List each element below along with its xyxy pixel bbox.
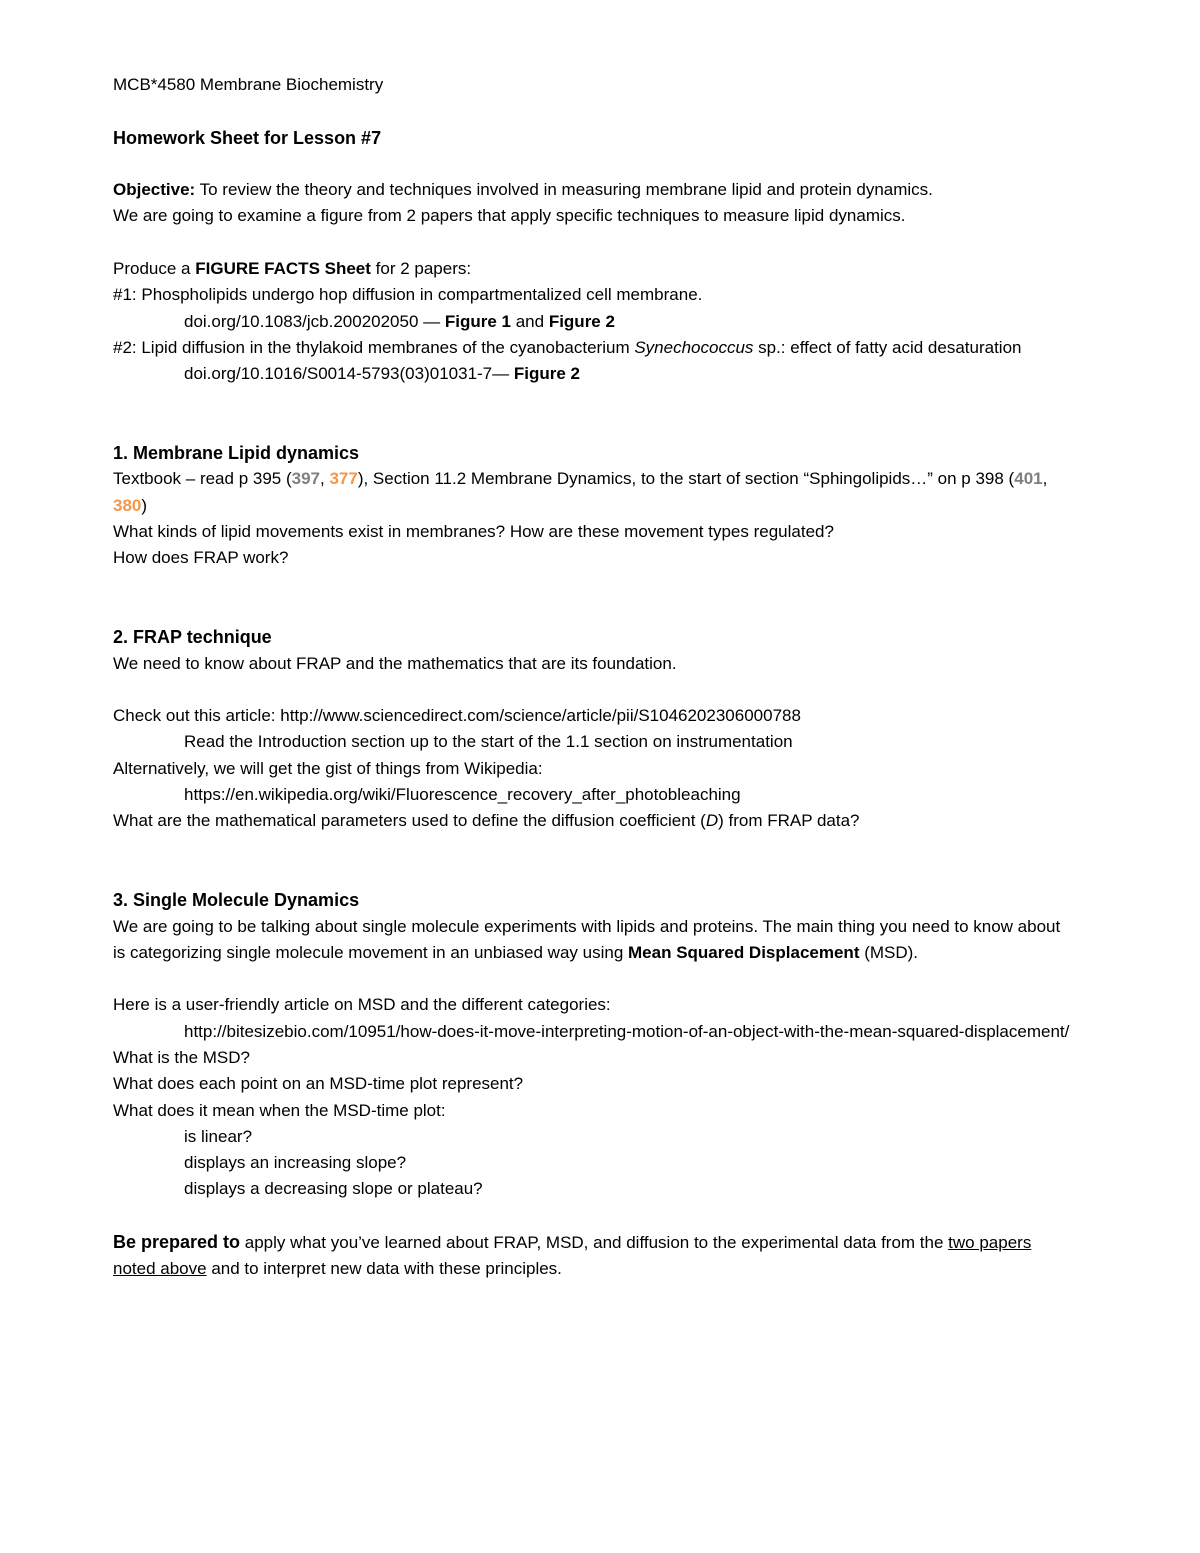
section-2-alternative: Alternatively, we will get the gist of things from Wikipedia: — [113, 758, 543, 778]
objective-line-2: We are going to examine a figure from 2 papers that apply specific techniques to measure lipid dynamics. — [113, 206, 906, 226]
page-ref-gray: 401 — [1014, 469, 1043, 489]
msd-term: Mean Squared Displacement — [628, 942, 860, 962]
objective-label: Objective: — [113, 180, 196, 200]
section-2-intro: We need to know about FRAP and the mathematics that are its foundation. — [113, 653, 677, 673]
section-1-question-2: How does FRAP work? — [113, 548, 289, 568]
section-3-question-2: What does each point on an MSD-time plot represent? — [113, 1074, 524, 1094]
section-1-reading: Textbook – read p 395 (397, 377), Section 11.2 Membrane Dynamics, to the start of section “Sphingolipids…” on p 398 (401, 380) — [113, 469, 1048, 515]
section-1-question-1: What kinds of lipid movements exist in membranes? How are these movement types regulated? — [113, 522, 834, 542]
page-ref-orange: 377 — [329, 469, 358, 489]
paper-1-doi: doi.org/10.1083/jcb.200202050 — Figure 1 and Figure 2 — [184, 311, 615, 331]
produce-line: Produce a FIGURE FACTS Sheet for 2 papers: — [113, 259, 472, 279]
section-1-heading: 1. Membrane Lipid dynamics — [113, 443, 360, 464]
section-3-intro: We are going to be talking about single molecule experiments with lipids and proteins. The main thing you need to know about is categorizing single molecule movement in an unbiased way using Mean Squared Displacement (MSD). — [113, 916, 1061, 962]
section-3-subquestion-3: displays a decreasing slope or plateau? — [184, 1179, 483, 1199]
figure-facts-label: FIGURE FACTS Sheet — [195, 259, 371, 279]
species-name: Synechococcus — [634, 337, 754, 357]
section-3-subquestion-2: displays an increasing slope? — [184, 1153, 407, 1173]
page-ref-orange: 380 — [113, 495, 142, 515]
section-2-article-link[interactable]: Check out this article: http://www.sciencedirect.com/science/article/pii/S1046202306000788 — [113, 706, 801, 726]
section-2-heading: 2. FRAP technique — [113, 627, 272, 648]
objective-line-1: Objective: To review the theory and techniques involved in measuring membrane lipid and protein dynamics. — [113, 180, 933, 200]
section-3-subquestion-1: is linear? — [184, 1126, 253, 1146]
section-3-question-1: What is the MSD? — [113, 1047, 250, 1067]
section-2-read-instruction: Read the Introduction section up to the start of the 1.1 section on instrumentation — [184, 732, 793, 752]
paper-2-title: #2: Lipid diffusion in the thylakoid membranes of the cyanobacterium Synechococcus sp.: effect of fatty acid desaturation — [113, 337, 1022, 357]
papers-reference: two papers noted above — [113, 1233, 1032, 1279]
document-body — [113, 72, 1073, 1283]
msd-article-link[interactable]: http://bitesizebio.com/10951/how-does-it-move-interpreting-motion-of-an-object-with-the-mean-squared-displacement/ — [184, 1021, 1070, 1041]
section-3-question-3: What does it mean when the MSD-time plot: — [113, 1100, 446, 1120]
section-2-question: What are the mathematical parameters used to define the diffusion coefficient (D) from FRAP data? — [113, 811, 860, 831]
be-prepared-label: Be prepared to — [113, 1232, 241, 1253]
section-3-article-intro: Here is a user-friendly article on MSD and the different categories: — [113, 995, 611, 1015]
wikipedia-link[interactable]: https://en.wikipedia.org/wiki/Fluorescence_recovery_after_photobleaching — [184, 785, 741, 805]
paper-2-doi: doi.org/10.1016/S0014-5793(03)01031-7— Figure 2 — [184, 364, 580, 384]
page-ref-gray: 397 — [291, 469, 320, 489]
closing-paragraph: Be prepared to apply what you’ve learned about FRAP, MSD, and diffusion to the experimental data from the two papers noted above and to interpret new data with these principles. — [113, 1232, 1032, 1279]
page-title: Homework Sheet for Lesson #7 — [113, 127, 382, 148]
section-3-heading: 3. Single Molecule Dynamics — [113, 890, 360, 911]
paper-1-title: #1: Phospholipids undergo hop diffusion in compartmentalized cell membrane. — [113, 285, 703, 305]
course-header: MCB*4580 Membrane Biochemistry — [113, 75, 384, 94]
